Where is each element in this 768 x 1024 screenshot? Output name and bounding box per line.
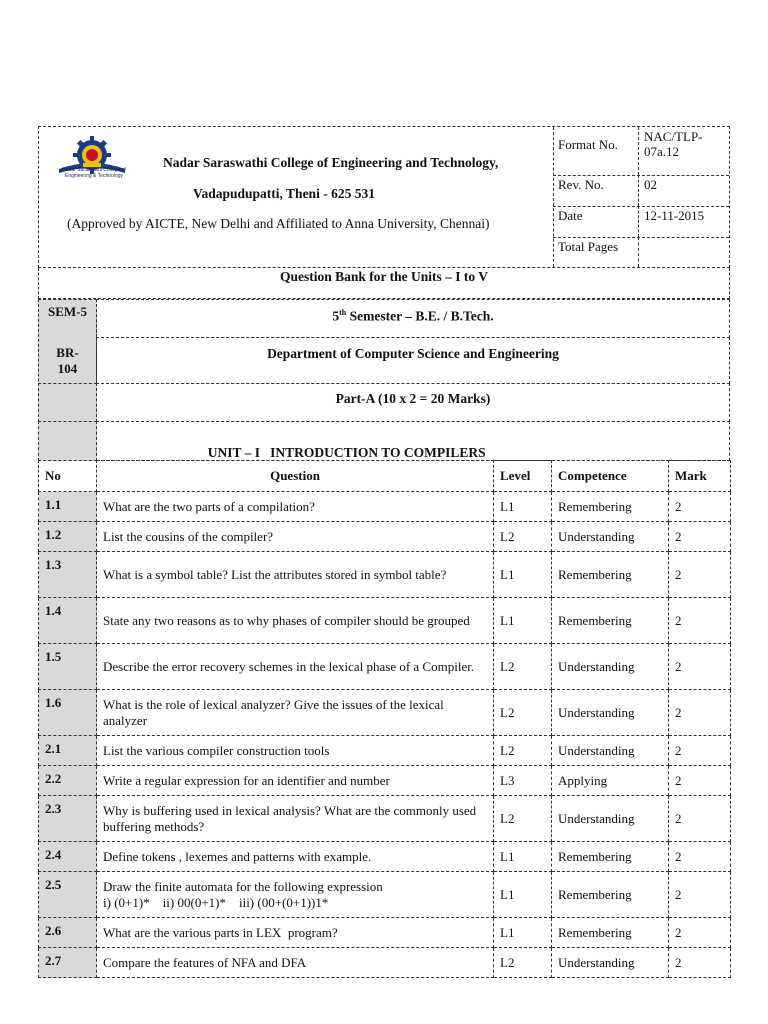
question-competence: Remembering <box>552 598 669 644</box>
question-number: 2.4 <box>39 842 97 872</box>
question-text-cell <box>97 872 494 918</box>
table-row <box>39 644 731 690</box>
question-text: What is a symbol table? List the attributes stored in symbol table? <box>97 552 494 598</box>
question-competence: Understanding <box>552 948 669 978</box>
question-text: List the cousins of the compiler? <box>97 522 494 552</box>
meta-date <box>553 206 729 238</box>
question-level: L2 <box>494 736 552 766</box>
table-row <box>39 598 731 644</box>
question-number: 2.3 <box>39 796 97 842</box>
question-mark: 2 <box>669 872 731 918</box>
department-cell <box>96 337 730 384</box>
question-number: 2.7 <box>39 948 97 978</box>
question-level: L2 <box>494 522 552 552</box>
question-mark: 2 <box>669 796 731 842</box>
question-text: State any two reasons as to why phases of compiler should be grouped <box>97 598 494 644</box>
question-number: 1.2 <box>39 522 97 552</box>
table-row <box>39 736 731 766</box>
question-level: L1 <box>494 492 552 522</box>
semester-number: 5 <box>332 308 340 324</box>
meta-value: NAC/TLP-07a.12 <box>644 129 703 159</box>
college-header-cell <box>39 127 554 267</box>
question-text: Compare the features of NFA and DFA <box>97 948 494 978</box>
question-mark: 2 <box>669 522 731 552</box>
sem-label: SEM-5 <box>48 304 87 319</box>
question-mark: 2 <box>669 644 731 690</box>
meta-value: 12-11-2015 <box>644 208 705 223</box>
question-number: 2.5 <box>39 872 97 918</box>
college-logo-icon <box>53 135 131 191</box>
question-mark: 2 <box>669 552 731 598</box>
branch-label: BR-104 <box>56 345 79 376</box>
semester-text: Semester – B.E. / B.Tech. <box>346 308 494 324</box>
meta-total-pages <box>553 237 729 267</box>
document-header <box>38 126 730 268</box>
question-level: L1 <box>494 552 552 598</box>
question-competence: Remembering <box>552 872 669 918</box>
unit-title: UNIT – I INTRODUCTION TO COMPILERS <box>207 445 486 460</box>
questions-table <box>38 460 731 978</box>
col-level-header: Level <box>494 461 552 492</box>
meta-label: Total Pages <box>558 239 619 254</box>
question-mark: 2 <box>669 948 731 978</box>
table-row <box>39 872 731 918</box>
question-number: 2.1 <box>39 736 97 766</box>
format-meta <box>553 127 729 267</box>
question-bank-title: Question Bank for the Units – I to V <box>38 268 730 299</box>
question-mark: 2 <box>669 842 731 872</box>
question-competence: Remembering <box>552 918 669 948</box>
question-text: Why is buffering used in lexical analysis? What are the commonly used buffering methods? <box>97 796 494 842</box>
table-row <box>39 918 731 948</box>
question-number: 2.2 <box>39 766 97 796</box>
question-number: 1.6 <box>39 690 97 736</box>
col-no-header: No <box>39 461 97 492</box>
table-header-row <box>39 461 731 492</box>
question-level: L2 <box>494 948 552 978</box>
question-number: 1.3 <box>39 552 97 598</box>
table-row <box>39 690 731 736</box>
col-mark-header: Mark <box>669 461 731 492</box>
question-mark: 2 <box>669 736 731 766</box>
question-text: What are the various parts in LEX program? <box>97 918 494 948</box>
question-text: Write a regular expression for an identifier and number <box>97 766 494 796</box>
question-text: Draw the finite automata for the following expression <box>103 878 383 894</box>
question-level: L1 <box>494 918 552 948</box>
question-text: What are the two parts of a compilation? <box>97 492 494 522</box>
gray-spacer <box>38 421 97 461</box>
question-expressions: i) (0+1)* ii) 00(0+1)* iii) (00+(0+1))1* <box>103 894 329 910</box>
question-mark: 2 <box>669 918 731 948</box>
question-text: What is the role of lexical analyzer? Give the issues of the lexical analyzer <box>97 690 494 736</box>
question-mark: 2 <box>669 492 731 522</box>
table-row <box>39 796 731 842</box>
question-text: List the various compiler construction tools <box>97 736 494 766</box>
question-text: Define tokens , lexemes and patterns with example. <box>97 842 494 872</box>
question-mark: 2 <box>669 766 731 796</box>
meta-rev-no <box>553 175 729 207</box>
question-level: L1 <box>494 842 552 872</box>
question-level: L2 <box>494 644 552 690</box>
meta-label: Format No. <box>558 137 618 152</box>
question-number: 1.5 <box>39 644 97 690</box>
question-competence: Understanding <box>552 522 669 552</box>
meta-format-no <box>553 127 729 176</box>
question-text: Describe the error recovery schemes in the lexical phase of a Compiler. <box>97 644 494 690</box>
question-competence: Understanding <box>552 690 669 736</box>
unit-cell <box>96 421 730 461</box>
semester-cell <box>96 299 730 338</box>
table-row <box>39 492 731 522</box>
table-row <box>39 948 731 978</box>
question-mark: 2 <box>669 598 731 644</box>
table-row <box>39 842 731 872</box>
semester-suffix: th <box>339 308 347 317</box>
question-level: L1 <box>494 872 552 918</box>
table-row <box>39 522 731 552</box>
approval-note: (Approved by AICTE, New Delhi and Affiliated to Anna University, Chennai) <box>67 216 490 231</box>
department-name: Department of Computer Science and Engineering <box>267 346 559 361</box>
question-level: L2 <box>494 690 552 736</box>
question-level: L2 <box>494 796 552 842</box>
question-competence: Understanding <box>552 796 669 842</box>
meta-value: 02 <box>644 177 657 192</box>
question-competence: Understanding <box>552 644 669 690</box>
question-number: 1.4 <box>39 598 97 644</box>
meta-label: Date <box>558 208 583 223</box>
table-row <box>39 552 731 598</box>
table-row <box>39 766 731 796</box>
college-name: Nadar Saraswathi College of Engineering and Technology, <box>163 155 499 170</box>
logo-caption: Nadar Saraswathi College of Engineering & Technology <box>62 167 126 179</box>
col-question-header: Question <box>97 461 494 492</box>
question-mark: 2 <box>669 690 731 736</box>
question-number: 1.1 <box>39 492 97 522</box>
question-competence: Applying <box>552 766 669 796</box>
meta-label: Rev. No. <box>558 177 604 192</box>
question-level: L1 <box>494 598 552 644</box>
question-competence: Remembering <box>552 842 669 872</box>
question-competence: Remembering <box>552 552 669 598</box>
question-level: L3 <box>494 766 552 796</box>
question-number: 2.6 <box>39 918 97 948</box>
question-competence: Understanding <box>552 736 669 766</box>
part-label: Part-A (10 x 2 = 20 Marks) <box>335 391 491 406</box>
gray-spacer <box>38 383 97 422</box>
question-competence: Remembering <box>552 492 669 522</box>
part-cell <box>96 383 730 422</box>
col-competence-header: Competence <box>552 461 669 492</box>
college-address: Vadapudupatti, Theni - 625 531 <box>193 186 375 201</box>
